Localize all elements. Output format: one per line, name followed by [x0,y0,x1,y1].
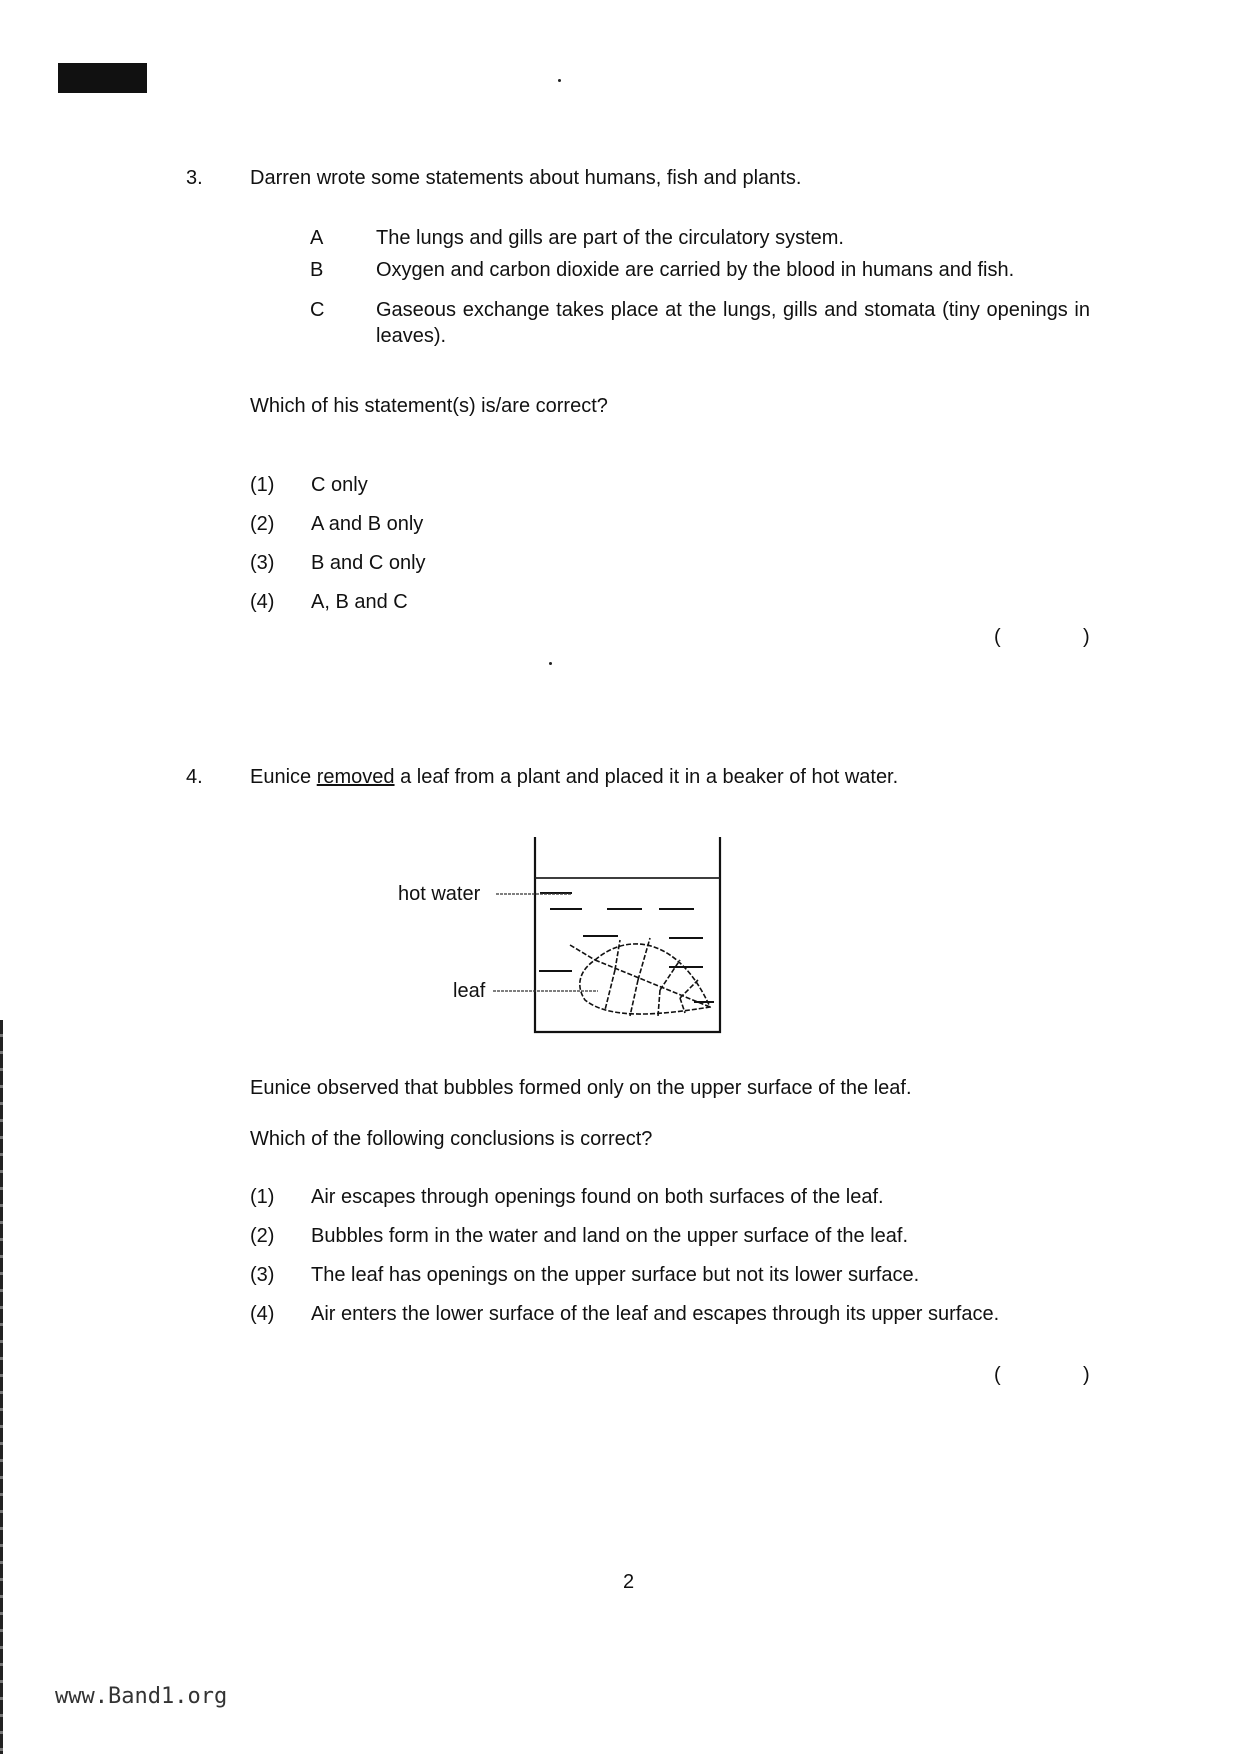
option-text: A and B only [311,513,424,535]
option-text: The leaf has openings on the upper surface but not its lower surface. [311,1264,920,1286]
statement-letter: B [310,259,324,281]
statement-text: Oxygen and carbon dioxide are carried by the blood in humans and fish. [376,259,1015,281]
question-text: Which of the following conclusions is correct? [250,1128,653,1150]
beaker [535,837,720,1032]
scan-speck [558,79,561,82]
statement-letter: A [310,227,324,249]
option-number: (1) [250,474,275,496]
option-number: (3) [250,1264,275,1286]
answer-bracket-close: ) [1083,1364,1090,1386]
option-number: (2) [250,1225,275,1247]
statement-text: The lungs and gills are part of the circulatory system. [376,227,844,249]
option-number: (4) [250,591,275,613]
answer-bracket-close: ) [1083,626,1090,648]
label-leaf: leaf [453,980,486,1002]
water-dashes [539,893,714,1002]
question-text: Which of his statement(s) is/are correct? [250,395,608,417]
scan-speck [549,662,552,665]
statement-letter: C [310,299,325,321]
option-text: A, B and C [311,591,408,613]
answer-bracket-open: ( [994,1364,1001,1386]
question-prompt: Darren wrote some statements about humans, fish and plants. [250,167,802,189]
question-number: 3. [186,167,203,189]
option-text: C only [311,474,368,496]
scan-border [0,1020,3,1754]
beaker-diagram [380,820,740,1040]
redaction-block [58,63,147,93]
observation-text: Eunice observed that bubbles formed only on the upper surface of the leaf. [250,1077,912,1099]
prompt-part: Eunice [250,766,317,788]
option-text: Air enters the lower surface of the leaf and escapes through its upper surface. [311,1303,1000,1325]
question-prompt [250,767,898,787]
prompt-part: a leaf from a plant and placed it in a beaker of hot water. [394,766,899,788]
option-text: Bubbles form in the water and land on the upper surface of the leaf. [311,1225,909,1247]
footer-url: www.Band1.org [55,1684,228,1709]
option-text: B and C only [311,552,426,574]
label-hot-water: hot water [398,883,481,905]
option-number: (2) [250,513,275,535]
page-number: 2 [623,1571,635,1593]
prompt-underlined-word: removed [316,766,395,788]
option-number: (1) [250,1186,275,1208]
option-number: (3) [250,552,275,574]
question-number: 4. [186,766,203,788]
answer-bracket-open: ( [994,626,1001,648]
statement-text: Gaseous exchange takes place at the lungs, gills and stomata (tiny openings in leaves). [376,299,1090,347]
option-number: (4) [250,1303,275,1325]
option-text: Air escapes through openings found on both surfaces of the leaf. [311,1186,884,1208]
leaf-icon [570,938,710,1016]
